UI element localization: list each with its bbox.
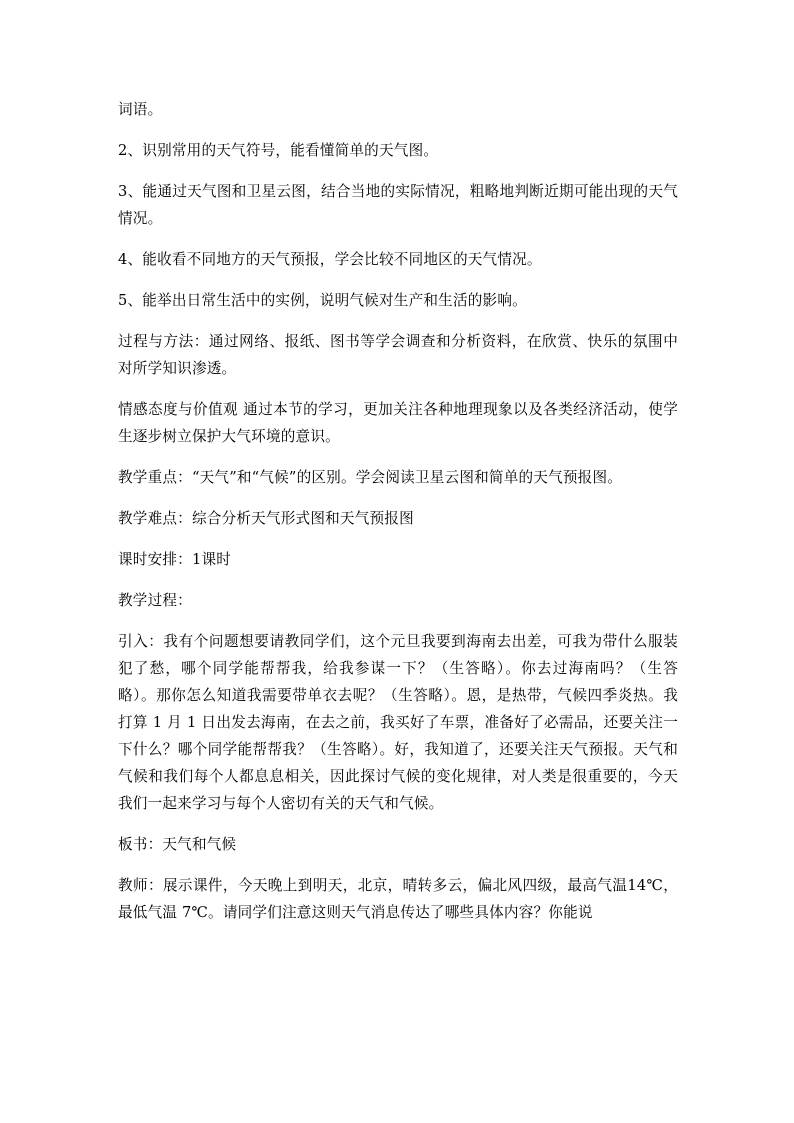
class-hours: 课时安排：1课时 xyxy=(118,551,232,568)
process-and-method: 过程与方法：通过网络、报纸、图书等学会调查和分析资料，在欣赏、快乐的氛围中对所学知识渗透。 xyxy=(118,333,678,377)
emotion-attitude-values: 情感态度与价值观 通过本节的学习，更加关注各种地理现象以及各类经济活动，使学生逐步树立保护大气环境的意识。 xyxy=(118,401,678,445)
teaching-difficulty: 教学难点：综合分析天气形式图和天气预报图 xyxy=(118,510,414,527)
introduction-paragraph: 引入：我有个问题想要请教同学们，这个元旦我要到海南去出差，可我为带什么服装犯了愁，哪个同学能帮帮我，给我参谋一下？（生答略）。你去过海南吗？（生答略）。那你怎么知道我需要带单衣去呢？（生答略）。恩，是热带，气候四季炎热。我打算 1 月 1 日出发去海南，在去之前，我买好了车票，准备好了必需品，还要关注一下什么？哪个同学能帮帮我？（生答略）。好，我知道了，还要关注天气预报。天气和气候和我们每个人都息息相关，因此探讨气候的变化规律，对人类是很重要的，今天我们一起来学习与每个人密切有关的天气和气候。 xyxy=(118,633,678,812)
teaching-process-heading: 教学过程： xyxy=(118,592,192,609)
objective-2: 2、识别常用的天气符号，能看懂简单的天气图。 xyxy=(118,142,439,159)
objective-3: 3、能通过天气图和卫星云图，结合当地的实际情况，粗略地判断近期可能出现的天气情况。 xyxy=(118,183,678,227)
objective-4: 4、能收看不同地方的天气预报，学会比较不同地区的天气情况。 xyxy=(118,251,542,268)
document-page xyxy=(118,96,678,926)
teacher-paragraph: 教师：展示课件，今天晚上到明天，北京，晴转多云，偏北风四级，最高气温14℃，最低气温 7℃。请同学们注意这则天气消息传达了哪些具体内容？你能说 xyxy=(118,877,678,921)
blackboard-writing: 板书：天气和气候 xyxy=(118,836,237,853)
objective-5: 5、能举出日常生活中的实例，说明气候对生产和生活的影响。 xyxy=(118,292,527,309)
paragraph-vocabulary: 词语。 xyxy=(118,101,163,118)
teaching-focus: 教学重点：“天气”和“气候”的区别。学会阅读卫星云图和简单的天气预报图。 xyxy=(118,469,623,486)
